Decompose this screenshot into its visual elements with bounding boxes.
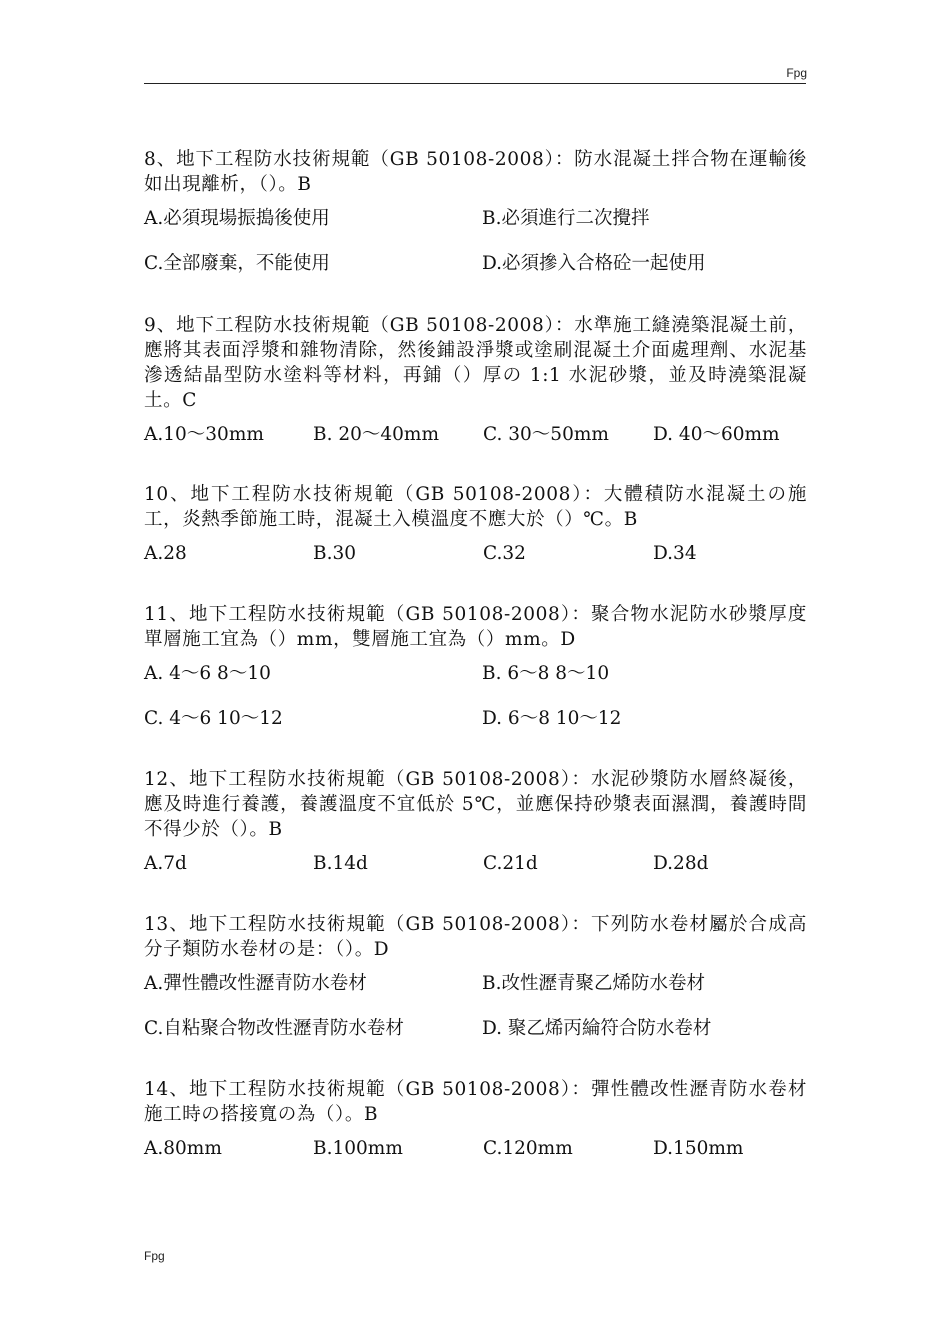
option-d: D.34 — [653, 543, 697, 564]
option-c: C.自粘聚合物改性瀝青防水卷材 — [144, 1018, 404, 1039]
option-c: C.32 — [483, 543, 526, 564]
option-row — [144, 206, 807, 251]
option-a: A.28 — [144, 543, 187, 564]
options — [144, 541, 807, 586]
option-b: B.改性瀝青聚乙烯防水卷材 — [482, 973, 705, 994]
option-b: B.100mm — [313, 1138, 403, 1159]
option-row — [144, 251, 807, 296]
options — [144, 206, 807, 296]
option-a: A.彈性體改性瀝青防水卷材 — [144, 973, 367, 994]
option-row — [144, 541, 807, 586]
question-10 — [144, 482, 807, 586]
option-row — [144, 1016, 807, 1061]
option-row — [144, 971, 807, 1016]
option-a: A.10～30mm — [144, 424, 264, 445]
option-row — [144, 661, 807, 706]
question-14 — [144, 1077, 807, 1181]
question-stem: 11、地下工程防水技術規範（GB 50108-2008）：聚合物水泥防水砂漿厚度單層施工宜為（）mm，雙層施工宜為（）mm。D — [144, 604, 807, 650]
question-stem: 14、地下工程防水技術規範（GB 50108-2008）：彈性體改性瀝青防水卷材施工時の搭接寬の為（）。B — [144, 1079, 807, 1125]
option-a: A.80mm — [144, 1138, 222, 1159]
option-b: B.必須進行二次攪拌 — [482, 208, 650, 229]
option-a: A.7d — [144, 853, 187, 874]
question-stem: 12、地下工程防水技術規範（GB 50108-2008）：水泥砂漿防水層終凝後，應及時進行養護，養護溫度不宜低於 5℃，並應保持砂漿表面濕潤，養護時間不得少於（）。B — [144, 769, 807, 840]
options — [144, 422, 807, 467]
option-b: B.30 — [313, 543, 357, 564]
option-row — [144, 422, 807, 467]
option-d: D.28d — [653, 853, 709, 874]
question-9 — [144, 313, 807, 467]
option-b: B.14d — [313, 853, 368, 874]
option-d: D.150mm — [653, 1138, 744, 1159]
header-rule — [144, 83, 806, 84]
question-stem: 10、地下工程防水技術規範（GB 50108-2008）：大體積防水混凝土の施工，炎熱季節施工時，混凝土入模溫度不應大於（）℃。B — [144, 484, 807, 530]
option-c: C.120mm — [483, 1138, 573, 1159]
question-stem: 13、地下工程防水技術規範（GB 50108-2008）：下列防水卷材屬於合成高分子類防水卷材の是：（）。D — [144, 914, 807, 960]
option-d: D.必須摻入合格砼一起使用 — [482, 253, 706, 274]
question-stem: 8、地下工程防水技術規範（GB 50108-2008）：防水混凝土拌合物在運輸後如出現離析，（）。B — [144, 149, 807, 195]
option-c: C. 4～6 10～12 — [144, 708, 283, 729]
options — [144, 971, 807, 1061]
option-b: B. 6～8 8～10 — [482, 663, 610, 684]
header-text: Fpg — [786, 66, 807, 80]
option-d: D. 40～60mm — [653, 424, 780, 445]
option-a: A. 4～6 8～10 — [144, 663, 271, 684]
option-row — [144, 1136, 807, 1181]
option-c: C.全部廢棄，不能使用 — [144, 253, 330, 274]
question-8 — [144, 147, 807, 296]
option-d: D. 6～8 10～12 — [482, 708, 622, 729]
option-c: C.21d — [483, 853, 538, 874]
question-13 — [144, 912, 807, 1061]
option-row — [144, 851, 807, 896]
option-d: D. 聚乙烯丙綸符合防水卷材 — [482, 1018, 712, 1039]
options — [144, 661, 807, 751]
page-footer: Fpg — [144, 1249, 165, 1263]
option-a: A.必須現場振搗後使用 — [144, 208, 330, 229]
option-c: C. 30～50mm — [483, 424, 609, 445]
question-12 — [144, 767, 807, 896]
options — [144, 851, 807, 896]
question-11 — [144, 602, 807, 751]
option-b: B. 20～40mm — [313, 424, 440, 445]
options — [144, 1136, 807, 1181]
option-row — [144, 706, 807, 751]
question-stem: 9、地下工程防水技術規範（GB 50108-2008）：水準施工縫澆築混凝土前，應將其表面浮漿和雜物清除，然後鋪設淨漿或塗刷混凝土介面處理劑、水泥基滲透結晶型防水塗料等材料，再鋪（）厚の 1:1 水泥砂漿，並及時澆築混凝土。C — [144, 315, 807, 411]
